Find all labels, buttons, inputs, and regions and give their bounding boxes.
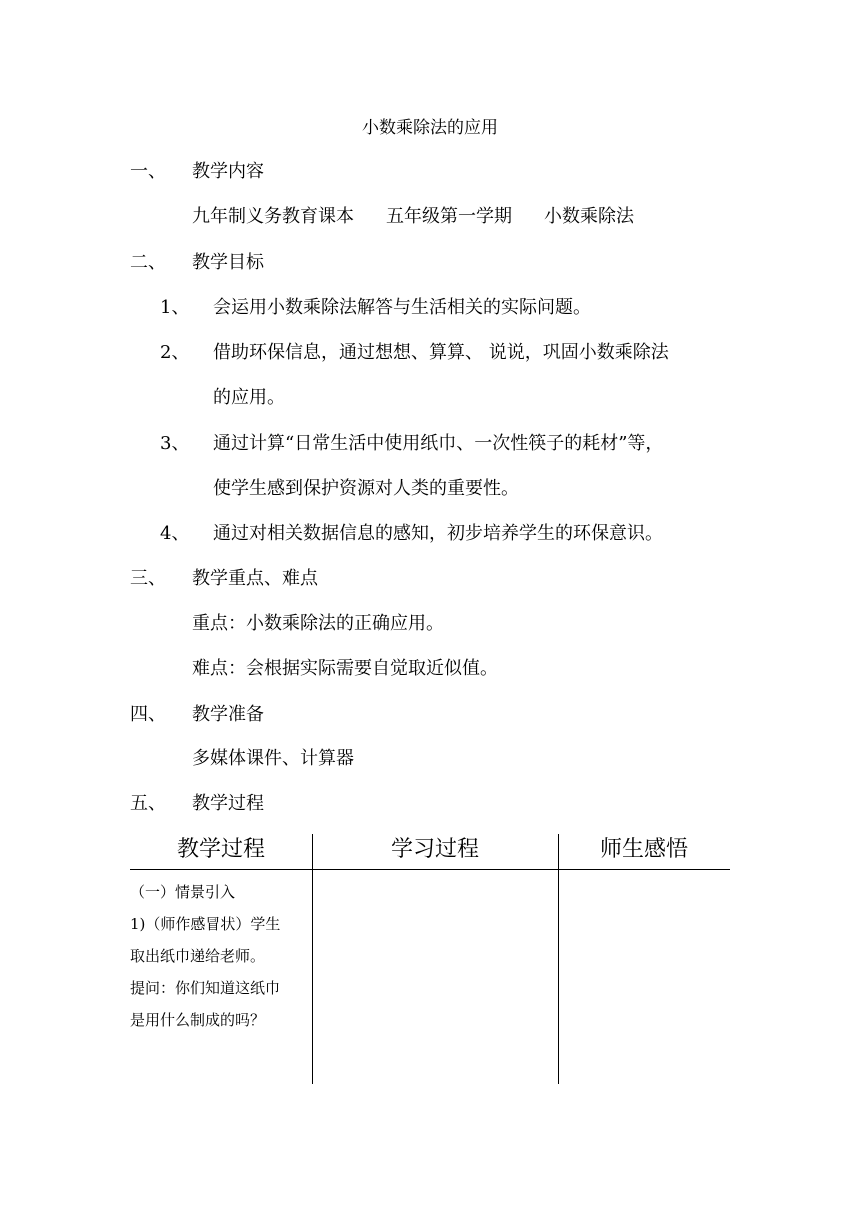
- objective-text: 通过对相关数据信息的感知，初步培养学生的环保意识。: [213, 523, 663, 544]
- cell-line: 是用什么制成的吗？: [130, 1011, 266, 1029]
- cell-line: 取出纸巾递给老师。: [130, 947, 266, 965]
- preparation-text: 多媒体课件、计算器: [192, 748, 354, 769]
- objective-text: 借助环保信息，通过想想、算算、 说说，巩固小数乘除法: [213, 342, 669, 363]
- table-cell-teaching-process: [130, 876, 308, 1036]
- section-title-key-points: 教学重点、难点: [192, 568, 318, 589]
- teaching-process-table: [130, 832, 730, 1084]
- table-header-divider: [130, 869, 730, 870]
- course-textbook: 九年制义务教育课本: [192, 206, 354, 227]
- course-info: [192, 205, 634, 229]
- course-grade: 五年级第一学期: [386, 206, 512, 227]
- section-number: 四、: [130, 704, 166, 725]
- course-unit: 小数乘除法: [544, 206, 634, 227]
- cell-line: 1)（师作感冒状）学生: [130, 915, 281, 933]
- objective-number: 4、: [160, 523, 190, 544]
- section-title-process: 教学过程: [192, 793, 264, 814]
- table-header-learning-process: 学习过程: [390, 837, 479, 862]
- table-header-teaching-process: 教学过程: [176, 837, 265, 862]
- section-title-objectives: 教学目标: [192, 252, 264, 273]
- table-column-divider: [312, 834, 313, 1084]
- objective-text: 通过计算“日常生活中使用纸巾、一次性筷子的耗材”等，: [213, 433, 664, 454]
- cell-line: （一）情景引入: [130, 883, 236, 901]
- section-number: 三、: [130, 568, 166, 589]
- table-column-divider: [558, 834, 559, 1084]
- focus-point: 重点：小数乘除法的正确应用。: [192, 613, 444, 634]
- objective-text-continued: 使学生感到保护资源对人类的重要性。: [213, 478, 519, 499]
- objective-number: 2、: [160, 342, 190, 363]
- objective-number: 3、: [160, 433, 190, 454]
- objective-number: 1、: [160, 297, 190, 318]
- cell-line: 提问：你们知道这纸巾: [130, 979, 281, 997]
- table-header-reflection: 师生感悟: [599, 837, 688, 862]
- objective-text: 会运用小数乘除法解答与生活相关的实际问题。: [213, 297, 591, 318]
- document-title: 小数乘除法的应用: [362, 118, 498, 138]
- section-number: 五、: [130, 793, 166, 814]
- section-title-preparation: 教学准备: [192, 704, 264, 725]
- difficulty-point: 难点：会根据实际需要自觉取近似值。: [192, 658, 498, 679]
- section-title-content: 教学内容: [192, 161, 264, 182]
- section-number: 二、: [130, 252, 166, 273]
- section-number: 一、: [130, 161, 166, 182]
- objective-text-continued: 的应用。: [213, 387, 285, 408]
